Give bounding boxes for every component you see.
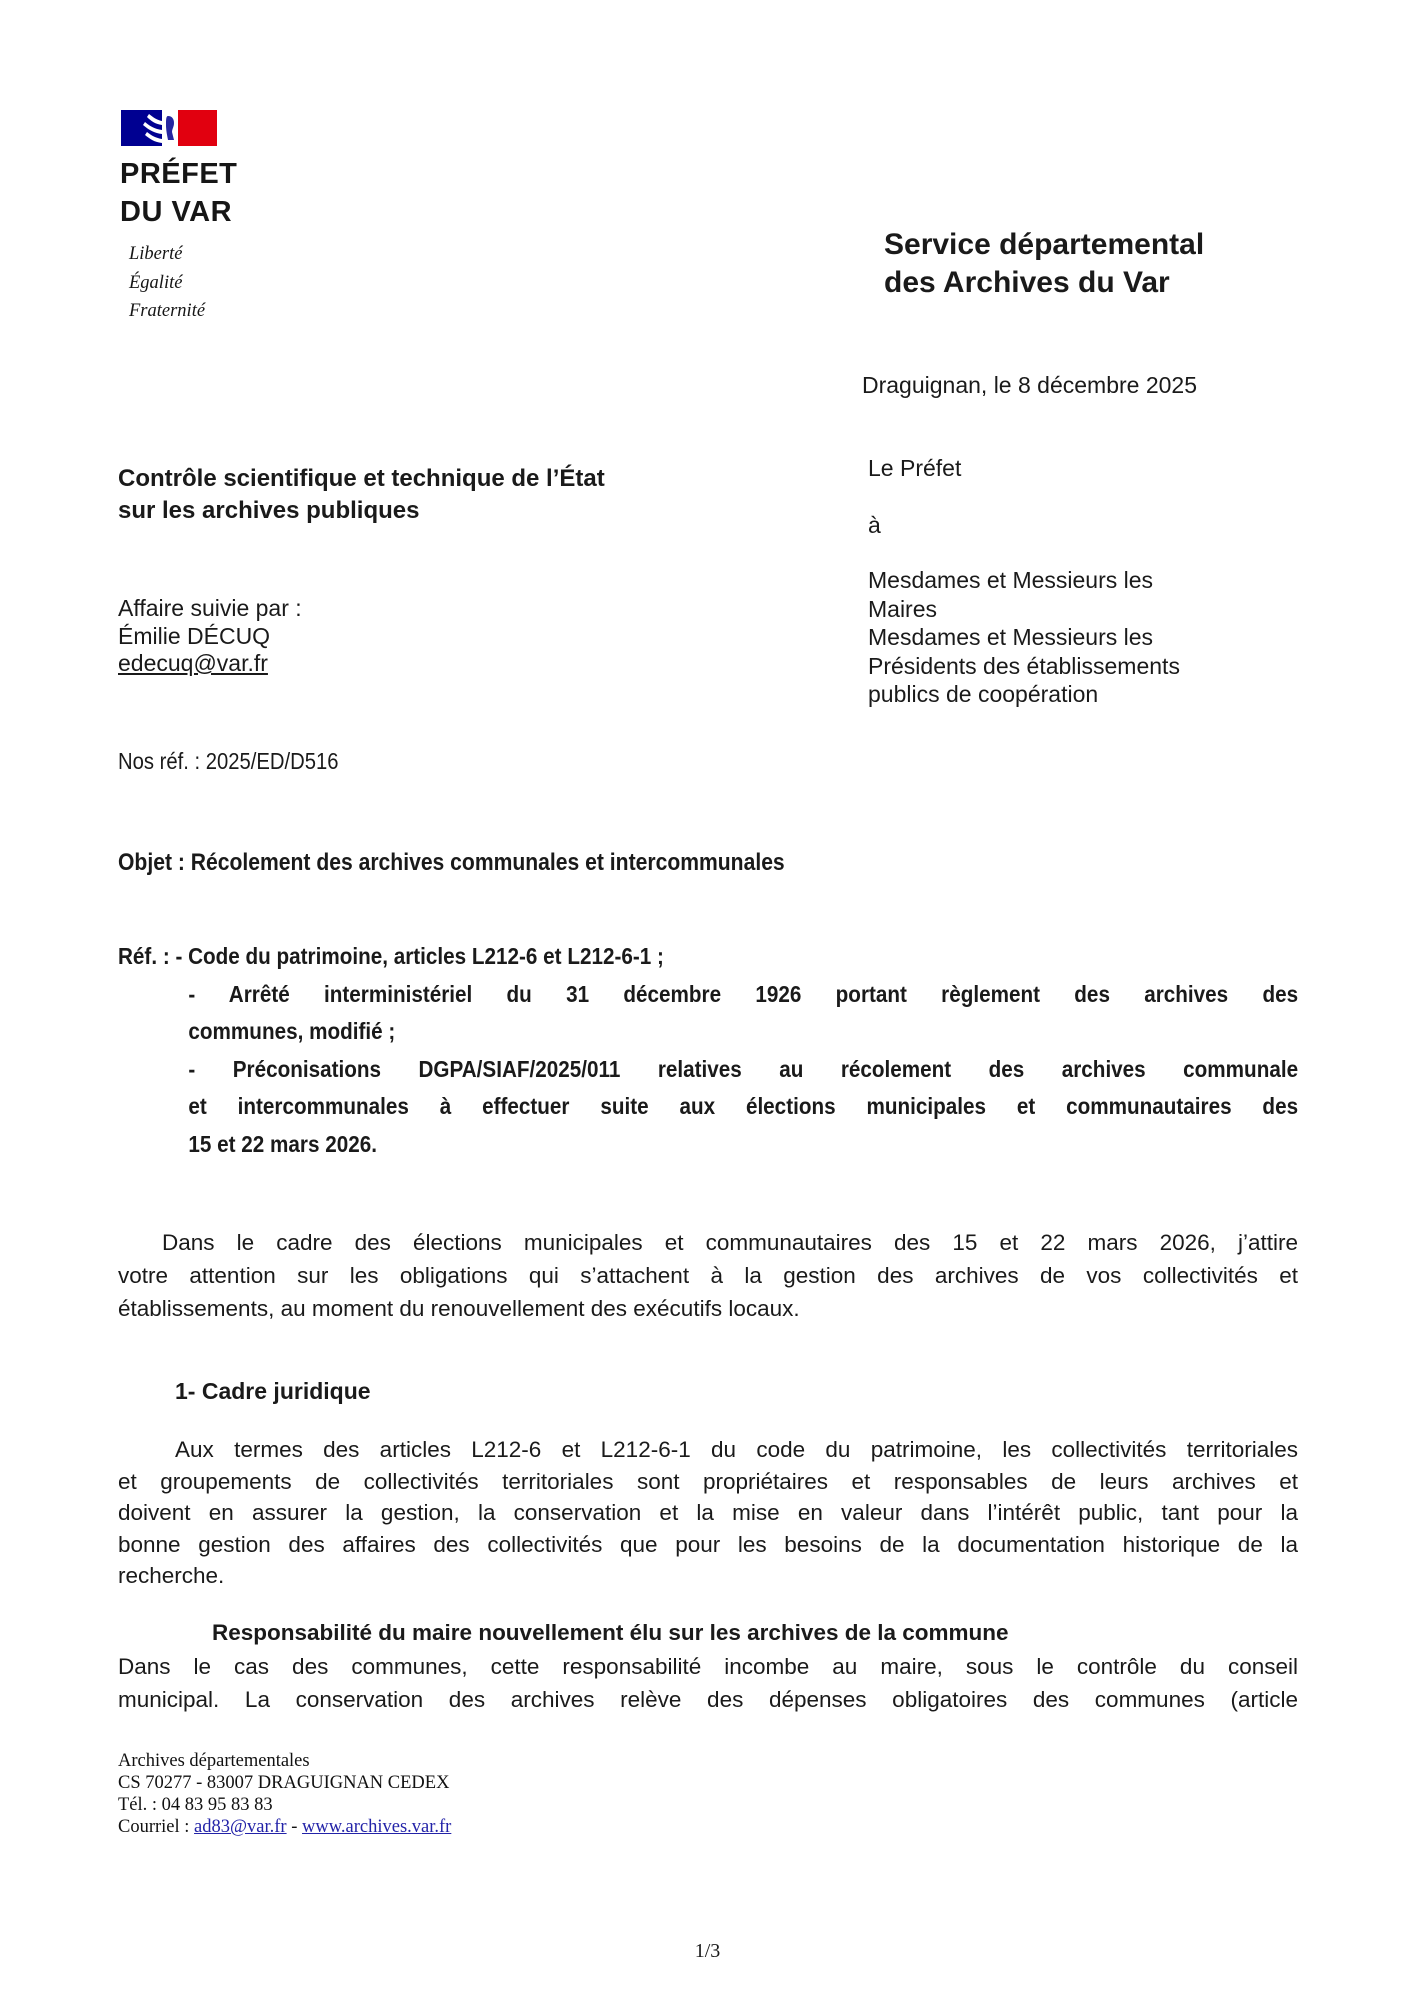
- footer-contact-line: [118, 1816, 451, 1838]
- service-title: [884, 226, 1204, 302]
- case-handler-label: Affaire suivie par :: [118, 595, 302, 621]
- letter-footer: [118, 1750, 451, 1838]
- footer-courriel-label: Courriel :: [118, 1817, 195, 1837]
- recipient-line: Mesdames et Messieurs les: [868, 624, 1154, 650]
- footer-organization: Archives départementales: [118, 1751, 310, 1771]
- case-handler-email-link[interactable]: edecuq@var.fr: [118, 650, 268, 676]
- paragraph-line: Aux termes des articles L212-6 et L212-6-1 du code du patrimoine, les collectivités territoriales: [175, 1437, 1298, 1462]
- prefet-wordmark-line1: PRÉFET: [120, 158, 238, 190]
- to-word: à: [868, 512, 881, 538]
- mission-title-line2: sur les archives publiques: [118, 497, 420, 524]
- footer-separator: -: [286, 1817, 303, 1837]
- paragraph-line: municipal. La conservation des archives relève des dépenses obligatoires des communes (article: [118, 1687, 1298, 1712]
- paragraph-line: votre attention sur les obligations qui s’attachent à la gestion des archives de vos collectivités et: [118, 1263, 1298, 1288]
- marianne-flag-icon: [121, 110, 217, 151]
- sender-name: Le Préfet: [868, 455, 962, 481]
- recipient-line: Mesdames et Messieurs les: [868, 567, 1154, 593]
- paragraph-line: bonne gestion des affaires des collectivités que pour les besoins de la documentation historique de la: [118, 1531, 1298, 1557]
- our-reference: Nos réf. : 2025/ED/D516: [118, 748, 339, 774]
- paragraph-line: et groupements de collectivités territoriales sont propriétaires et responsables de leurs archives et: [118, 1468, 1298, 1494]
- reference-line: - Préconisations DGPA/SIAF/2025/011 relatives au récolement des archives communale: [188, 1055, 1299, 1082]
- recipient-line: Maires: [868, 595, 938, 622]
- reference-line: 15 et 22 mars 2026.: [188, 1130, 377, 1157]
- footer-address: CS 70277 - 83007 DRAGUIGNAN CEDEX: [118, 1773, 450, 1793]
- recipient-line: publics de coopération: [868, 681, 1099, 707]
- prefet-wordmark-line2: DU VAR: [120, 196, 233, 228]
- reference-line: Réf. : - Code du patrimoine, articles L212-6 et L212-6-1 ;: [118, 943, 664, 969]
- footer-website-link[interactable]: www.archives.var.fr: [302, 1817, 452, 1837]
- subsection-title-responsabilite: Responsabilité du maire nouvellement élu sur les archives de la commune: [212, 1620, 1009, 1645]
- paragraph-intro: [118, 1226, 1298, 1325]
- prefet-wordmark: [120, 155, 237, 231]
- republic-motto: [129, 240, 205, 326]
- service-title-line1: Service départemental: [884, 228, 1205, 261]
- section-title-cadre-juridique: 1- Cadre juridique: [175, 1378, 371, 1404]
- paragraph-line: recherche.: [118, 1563, 225, 1588]
- footer-email-link[interactable]: ad83@var.fr: [194, 1817, 287, 1837]
- paragraph-legal: [118, 1434, 1298, 1592]
- motto-fraternite: Fraternité: [129, 301, 206, 321]
- reference-line: - Arrêté interministériel du 31 décembre 1926 portant règlement des archives des: [188, 980, 1299, 1007]
- paragraph-mayor: [118, 1650, 1298, 1716]
- page-number: 1/3: [694, 1940, 721, 1962]
- recipient-block: [868, 566, 1180, 709]
- mission-title: [118, 463, 605, 527]
- paragraph-line: doivent en assurer la gestion, la conservation et la mise en valeur dans l’intérêt public, tant pour la: [118, 1500, 1298, 1525]
- dateline: Draguignan, le 8 décembre 2025: [862, 372, 1198, 398]
- reference-line: communes, modifié ;: [188, 1018, 396, 1044]
- subject-line: Objet : Récolement des archives communales et intercommunales: [118, 849, 785, 876]
- paragraph-line: établissements, au moment du renouvellement des exécutifs locaux.: [118, 1296, 800, 1321]
- case-handler-name: Émilie DÉCUQ: [118, 622, 271, 649]
- recipient-line: Présidents des établissements: [868, 652, 1180, 679]
- motto-liberte: Liberté: [129, 244, 183, 264]
- footer-phone: Tél. : 04 83 95 83 83: [118, 1795, 273, 1815]
- paragraph-line: Dans le cas des communes, cette responsabilité incombe au maire, sous le contrôle du conseil: [118, 1654, 1298, 1679]
- references-block: [118, 938, 1298, 1163]
- reference-line: et intercommunales à effectuer suite aux élections municipales et communautaires des: [188, 1093, 1299, 1119]
- case-handler-block: [118, 595, 302, 678]
- mission-title-line1: Contrôle scientifique et technique de l’État: [118, 465, 605, 492]
- paragraph-line: Dans le cadre des élections municipales et communautaires des 15 et 22 mars 2026, j’attire: [162, 1230, 1298, 1255]
- service-title-line2: des Archives du Var: [884, 266, 1170, 299]
- motto-egalite: Égalité: [129, 272, 183, 293]
